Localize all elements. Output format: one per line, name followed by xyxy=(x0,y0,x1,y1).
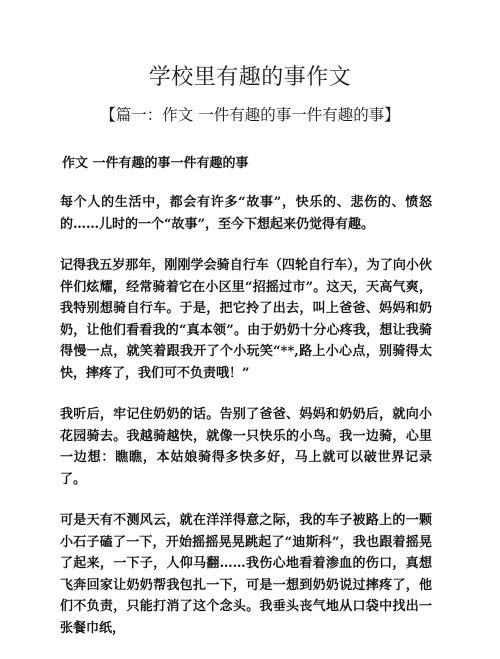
document-title: 学校里有趣的事作文 xyxy=(148,65,352,90)
paragraph-1: 每个人的生活中，都会有许多“故事”，快乐的、悲伤的、愤怒的……儿时的一个“故事”，至今下想起来仍觉得有趣。 xyxy=(60,195,432,232)
article-body xyxy=(60,192,432,659)
document-subtitle: 【篇一：作文 一件有趣的事一件有趣的事】 xyxy=(100,106,400,124)
paragraph-2: 记得我五岁那年，刚刚学会骑自行车（四轮自行车），为了向小伙伴们炫耀，经常骑着它在小区里“招摇过市”。这天，天高气爽，我特别想骑自行车。于是，把它拎了出去，叫上爸爸、妈妈和奶奶，让他们看看我的“真本领”。由于奶奶十分心疼我，想让我骑得慢一点，就笑着跟我开了个小玩笑“**,路上小心点，别骑得太快，摔疼了，我们可不负责哦！” xyxy=(60,258,432,381)
section-heading: 作文 一件有趣的事一件有趣的事 xyxy=(62,156,249,171)
paragraph-3: 我听后，牢记住奶奶的话。告别了爸爸、妈妈和奶奶后，就向小花园骑去。我越骑越快，就像一只快乐的小鸟。我一边骑，心里一边想：瞧瞧，本姑娘骑得多快多好，马上就可以破世界记录了。 xyxy=(60,407,432,487)
paragraph-4: 可是天有不测风云，就在洋洋得意之际，我的车子被路上的一颗小石子磕了一下，开始摇摇晃晃跳起了“迪斯科”，我也跟着摇晃了起来，一下子，人仰马翻……我伤心地看着渗血的伤口，真想飞奔回家让奶奶帮我包扎一下，可是一想到奶奶说过摔疼了，他们不负责，只能打消了这个念头。我垂头丧气地从口袋中找出一张餐巾纸， xyxy=(60,513,432,636)
